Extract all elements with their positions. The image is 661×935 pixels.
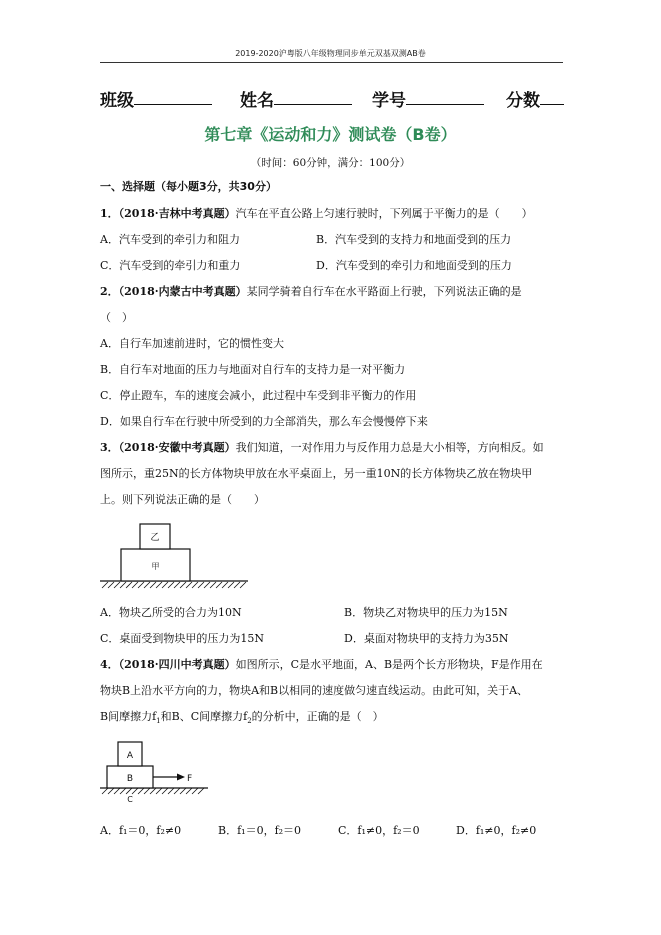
question-3-source: 3．（2018·安徽中考真题） (100, 441, 236, 454)
ground-c-label: C (127, 795, 133, 804)
score-label: 分数 (506, 91, 540, 111)
q2-option-d[interactable]: D．如果自行车在行驶中所受到的力全部消失，那么车会慢慢停下来 (100, 415, 428, 428)
question-4-stem-line2: 物块B上沿水平方向的力，物块A和B以相同的速度做匀速直线运动。由此可知，关于A、 (100, 684, 529, 697)
id-label: 学号 (372, 91, 406, 111)
page-subtitle: （时间：60分钟，满分：100分） (250, 157, 411, 169)
block-jia-label: 甲 (151, 562, 160, 571)
header-divider (100, 62, 563, 63)
q3-option-a[interactable]: A．物块乙所受的合力为10N (100, 606, 242, 619)
question-1-stem (100, 207, 533, 221)
q4-sub-2: 2 (247, 717, 252, 726)
question-3-stem-line1 (100, 441, 544, 455)
q3-option-c[interactable]: C．桌面受到物块甲的压力为15N (100, 632, 265, 645)
name-field (240, 86, 274, 111)
class-blank[interactable] (134, 86, 212, 105)
block-b-label: B (126, 774, 134, 784)
score-blank[interactable] (540, 86, 564, 105)
score-field (506, 86, 540, 111)
q3-option-d[interactable]: D．桌面对物块甲的支持力为35N (344, 632, 509, 645)
running-header: 2019-2020沪粤版八年级物理同步单元双基双测AB卷 (235, 49, 426, 58)
question-4-stem-line1 (100, 658, 543, 672)
question-1-text: 汽车在平直公路上匀速行驶时，下列属于平衡力的是（ ） (235, 207, 533, 220)
table-hatching (102, 582, 246, 588)
q2-option-b[interactable]: B．自行车对地面的压力与地面对自行车的支持力是一对平衡力 (100, 363, 406, 376)
q4-option-a[interactable]: A．f₁＝0，f₂≠0 (100, 824, 182, 837)
q4-sub-1: 1 (156, 717, 161, 726)
q4-text-post: 的分析中，正确的是（ ） (251, 710, 384, 723)
q1-option-c[interactable]: C．汽车受到的牵引力和重力 (100, 259, 241, 272)
block-a-label: A (126, 751, 134, 761)
question-2-text: 某同学骑着自行车在水平路面上行驶，下列说法正确的是 (246, 285, 522, 298)
q3-option-b[interactable]: B．物块乙对物块甲的压力为15N (344, 606, 508, 619)
question-2-source: 2．（2018·内蒙古中考真题） (100, 285, 247, 298)
question-2-stem (100, 285, 522, 299)
question-4-source: 4．（2018·四川中考真题） (100, 658, 236, 671)
q1-option-b[interactable]: B．汽车受到的支持力和地面受到的压力 (316, 233, 512, 246)
q4-text-pre: B间摩擦力f (100, 710, 157, 723)
q1-option-d[interactable]: D．汽车受到的牵引力和地面受到的压力 (316, 259, 512, 272)
question-3-text-1: 我们知道，一对作用力与反作用力总是大小相等，方向相反。如 (235, 441, 544, 454)
question-3-stem-line2: 图所示，重25N的长方体物块甲放在水平桌面上，另一重10N的长方体物块乙放在物块甲 (100, 467, 533, 480)
class-label: 班级 (100, 91, 134, 111)
name-blank[interactable] (274, 86, 352, 105)
class-field (100, 86, 134, 111)
page-title: 第七章《运动和力》测试卷（B卷） (204, 125, 457, 144)
question-1-source: 1．（2018·吉林中考真题） (100, 207, 236, 220)
block-yi-label: 乙 (150, 533, 160, 543)
q2-option-a[interactable]: A．自行车加速前进时，它的惯性变大 (100, 337, 284, 350)
q4-option-d[interactable]: D．f₁≠0，f₂≠0 (456, 824, 537, 837)
q3-figure (96, 518, 256, 594)
question-2-paren: （ ） (100, 311, 133, 324)
id-blank[interactable] (406, 86, 484, 105)
q4-option-b[interactable]: B．f₁＝0，f₂＝0 (218, 824, 302, 837)
question-4-text-1: 如图所示，C是水平地面，A、B是两个长方形物块，F是作用在 (235, 658, 543, 671)
question-4-stem-line3 (100, 710, 384, 728)
section-heading: 一、选择题（每小题3分，共30分） (100, 180, 277, 193)
q2-option-c[interactable]: C．停止蹬车，车的速度会减小，此过程中车受到非平衡力的作用 (100, 389, 417, 402)
q1-option-a[interactable]: A．汽车受到的牵引力和阻力 (100, 233, 240, 246)
name-label: 姓名 (240, 91, 274, 111)
question-3-stem-line3: 上。则下列说法正确的是（ ） (100, 493, 265, 506)
id-field (372, 86, 406, 111)
q4-text-mid: 和B、C间摩擦力f (160, 710, 248, 723)
q4-figure (96, 736, 226, 804)
ground-hatching (102, 788, 204, 794)
force-arrow-head (177, 774, 185, 781)
q4-option-c[interactable]: C．f₁≠0，f₂＝0 (338, 824, 420, 837)
force-f-label: F (187, 774, 193, 784)
